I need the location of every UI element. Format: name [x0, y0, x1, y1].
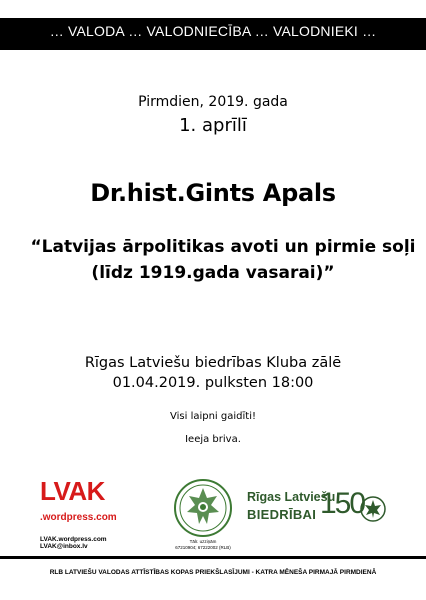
- rlb-emblem-icon: [173, 478, 233, 538]
- event-time: 01.04.2019. pulksten 18:00: [112, 375, 314, 391]
- footer-divider: [0, 556, 426, 559]
- rlb-anniversary-number: 150: [320, 487, 365, 520]
- header-banner-text: … VALODA … VALODNIECĪBA … VALODNIEKI …: [49, 23, 377, 39]
- rlb-logo-line2: BIEDRĪBAI: [247, 507, 317, 522]
- phone-label: Tālr. uzziņām: [189, 539, 217, 544]
- phone-numbers: 67210904; 67222002 (RLB): [175, 545, 231, 550]
- event-venue: Rīgas Latviešu biedrības Kluba zālē: [84, 355, 342, 371]
- lvak-logo: LVAK: [40, 476, 105, 506]
- contact-email: LVAK@inbox.lv: [40, 543, 88, 550]
- footer-text: RLB LATVIEŠU VALODAS ATTĪSTĪBAS KOPAS PRIEKŠLASĪJUMI - KATRA MĒNEŠA PIRMAJĀ PIRMDIENĀ: [49, 569, 377, 576]
- contact-web: LVAK.wordpress.com: [40, 536, 107, 543]
- speaker-name: Dr.hist.Gints Apals: [90, 179, 336, 207]
- rlb-logo-line1: Rīgas Latviešu: [247, 490, 336, 504]
- welcome-text: Visi laipni gaidīti!: [170, 411, 256, 422]
- lecture-title-line1: “Latvijas ārpolitikas avoti un pirmie soļi: [30, 237, 416, 257]
- event-date-line: Pirmdien, 2019. gada: [138, 94, 288, 110]
- event-date-day: 1. aprīlī: [179, 115, 247, 136]
- entry-text: Ieeja briva.: [185, 434, 241, 445]
- lecture-title-line2: (līdz 1919.gada vasarai)”: [91, 263, 335, 283]
- lvak-site: .wordpress.com: [40, 512, 117, 523]
- rlb-small-emblem-icon: [360, 496, 386, 522]
